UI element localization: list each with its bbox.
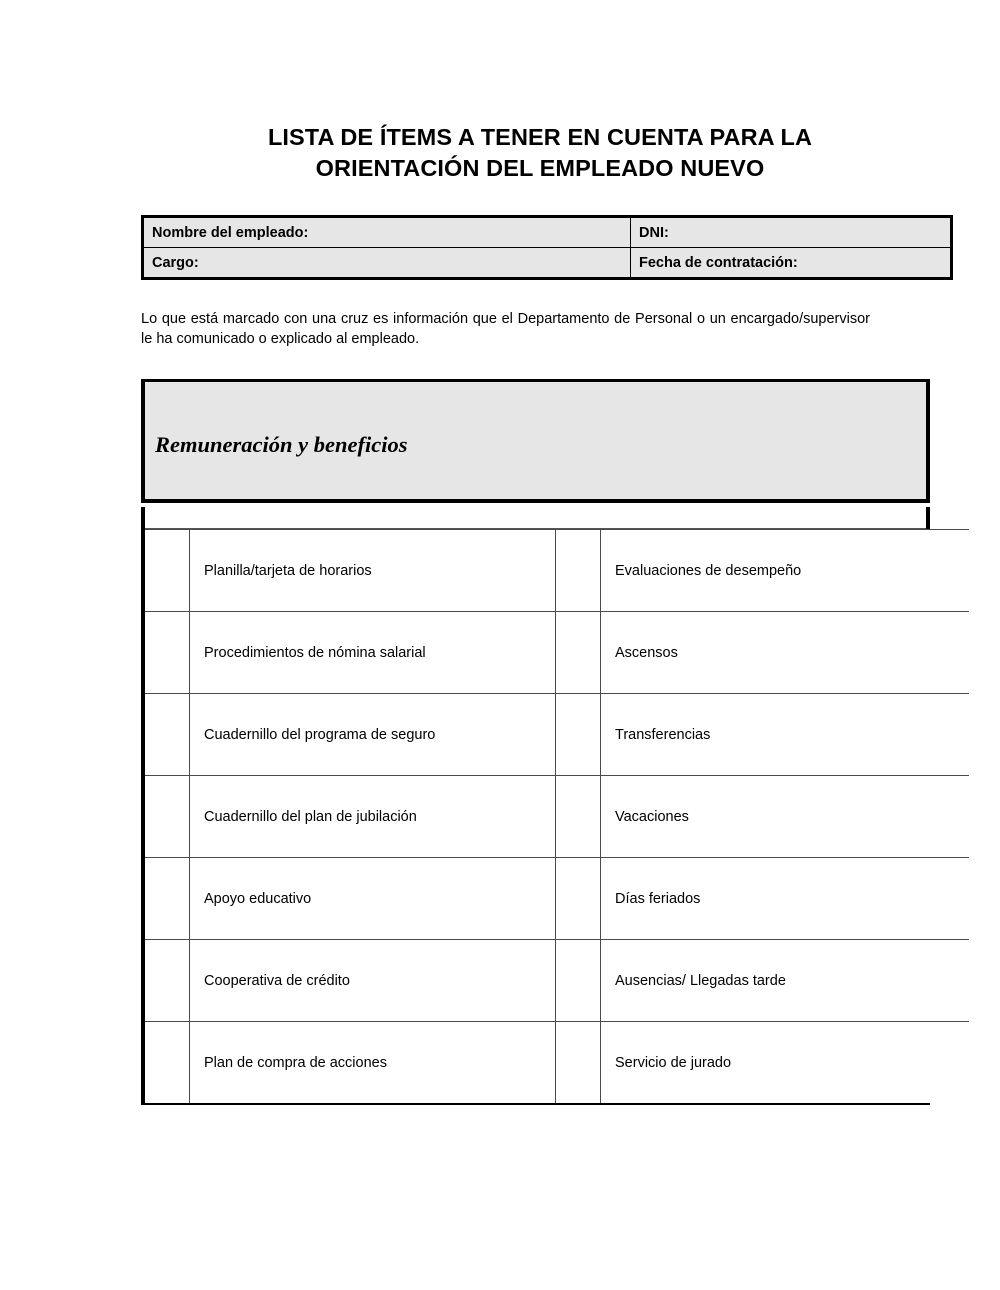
- checklist-label-left: Cuadernillo del programa de seguro: [190, 694, 556, 776]
- table-row: [145, 694, 969, 776]
- employee-info-table: [141, 215, 953, 280]
- checklist-label-right: Evaluaciones de desempeño: [601, 530, 970, 612]
- checkbox-cell-right[interactable]: [556, 694, 601, 776]
- checkbox-cell-right[interactable]: [556, 530, 601, 612]
- table-row: [145, 1022, 969, 1104]
- checklist-label-left: Cuadernillo del plan de jubilación: [190, 776, 556, 858]
- table-row: [143, 217, 952, 248]
- checkbox-cell-right[interactable]: [556, 858, 601, 940]
- checkbox-cell-left[interactable]: [145, 694, 190, 776]
- checklist-label-right: Ausencias/ Llegadas tarde: [601, 940, 970, 1022]
- checklist-label-left: Plan de compra de acciones: [190, 1022, 556, 1104]
- checklist-label-left: Planilla/tarjeta de horarios: [190, 530, 556, 612]
- checkbox-cell-left[interactable]: [145, 858, 190, 940]
- table-row: [145, 776, 969, 858]
- checklist-label-left: Cooperativa de crédito: [190, 940, 556, 1022]
- checklist-body: [145, 530, 969, 1104]
- table-row: [145, 858, 969, 940]
- checklist-table: [145, 529, 969, 1103]
- checkbox-cell-left[interactable]: [145, 776, 190, 858]
- employee-name-label[interactable]: Nombre del empleado:: [143, 217, 631, 248]
- checklist-label-right: Ascensos: [601, 612, 970, 694]
- table-row: [143, 248, 952, 279]
- checkbox-cell-left[interactable]: [145, 530, 190, 612]
- checkbox-cell-left[interactable]: [145, 1022, 190, 1104]
- checklist-label-right: Servicio de jurado: [601, 1022, 970, 1104]
- checkbox-cell-left[interactable]: [145, 612, 190, 694]
- checkbox-cell-right[interactable]: [556, 940, 601, 1022]
- checkbox-cell-right[interactable]: [556, 776, 601, 858]
- checkbox-cell-right[interactable]: [556, 612, 601, 694]
- page-title-line-1: LISTA DE ÍTEMS A TENER EN CUENTA PARA LA: [267, 124, 813, 150]
- intro-paragraph: Lo que está marcado con una cruz es información que el Departamento de Personal o un encargado/supervisor le ha comunicado o explicado al empleado.: [141, 311, 870, 347]
- checklist-container: [141, 507, 930, 1105]
- checklist-label-left: Apoyo educativo: [190, 858, 556, 940]
- page-title: [140, 122, 940, 184]
- checklist-spacer-row: [145, 507, 926, 529]
- checklist-label-right: Vacaciones: [601, 776, 970, 858]
- checkbox-cell-left[interactable]: [145, 940, 190, 1022]
- checkbox-cell-right[interactable]: [556, 1022, 601, 1104]
- employee-dni-label[interactable]: DNI:: [631, 217, 952, 248]
- checklist-label-right: Días feriados: [601, 858, 970, 940]
- employee-position-label[interactable]: Cargo:: [143, 248, 631, 279]
- employee-hiredate-label[interactable]: Fecha de contratación:: [631, 248, 952, 279]
- section-title: Remuneración y beneficios: [155, 432, 408, 457]
- table-row: [145, 530, 969, 612]
- section-header-band: [141, 379, 930, 503]
- page-title-line-2: ORIENTACIÓN DEL EMPLEADO NUEVO: [315, 155, 765, 181]
- checklist-label-left: Procedimientos de nómina salarial: [190, 612, 556, 694]
- table-row: [145, 612, 969, 694]
- employee-info-body: [143, 217, 952, 279]
- checklist-label-right: Transferencias: [601, 694, 970, 776]
- table-row: [145, 940, 969, 1022]
